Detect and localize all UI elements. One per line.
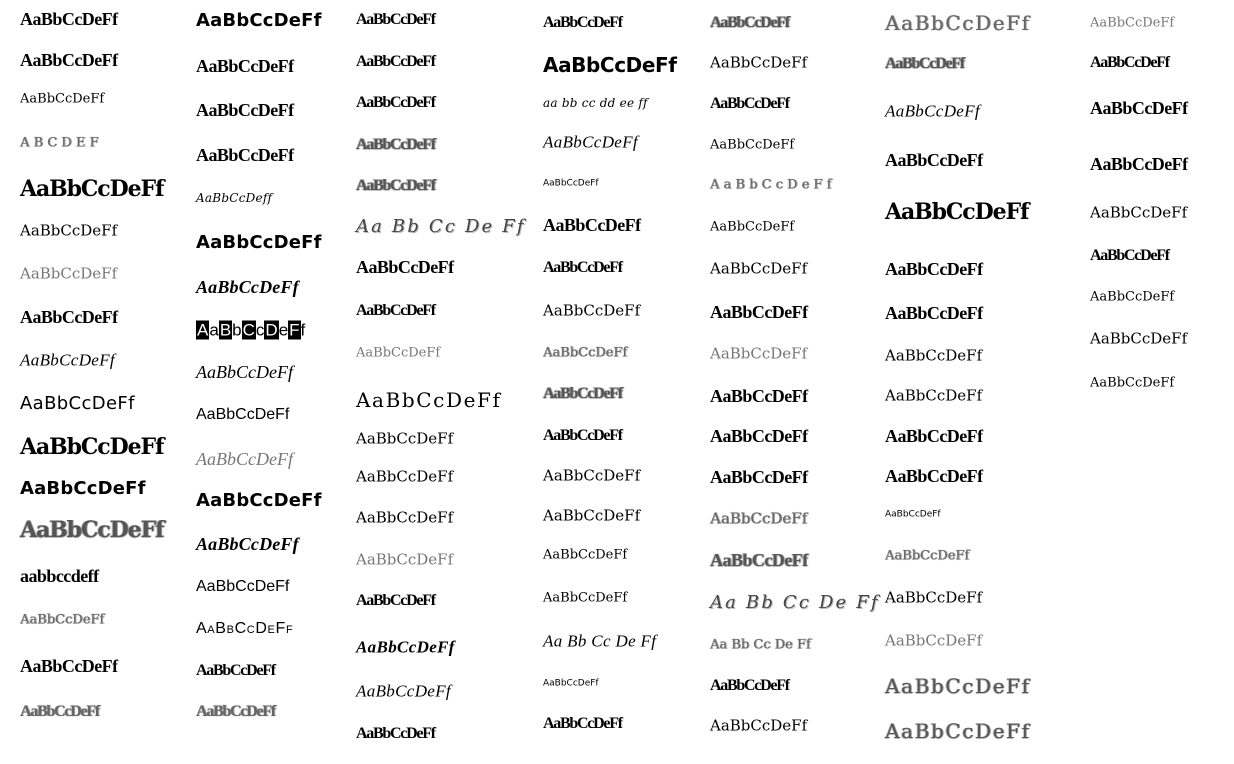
font-sample: AaBbCcDeFf — [710, 467, 808, 487]
font-sample: AaBbCcDeFf — [1090, 329, 1188, 348]
font-sample: aa bb cc dd ee ff — [543, 96, 648, 110]
font-sample: AaBbCcDeFf — [196, 578, 290, 595]
font-sample: AaBbCcDeFf — [356, 53, 435, 70]
font-sample: AaBbCcDeFf — [885, 150, 983, 170]
font-sample: AaBbCcDeFf — [710, 302, 808, 322]
font-sample: AaBbCcDeFf — [196, 406, 290, 423]
font-sample: AaBbCcDeFf — [20, 434, 164, 460]
font-sample: AaBbCcDeFf — [196, 56, 294, 76]
font-sample: AaBbCcDeFf — [885, 199, 1029, 225]
font-sample: AaBbCcDeFf — [356, 94, 435, 111]
font-sample: AaBbCcDeFf — [196, 620, 294, 637]
font-sample: AaBbCcDeFf — [710, 259, 808, 278]
font-sample: AaBbCcDeFf — [20, 393, 135, 414]
font-sample: AaBbCcDeFf — [1090, 375, 1175, 391]
font-sample: AaBbCcDeFf — [20, 9, 118, 29]
font-sample: AaBbCcDeFf — [885, 588, 983, 607]
font-sample: AaBbCcDeFf — [543, 385, 622, 402]
font-sample: AaBbCcDeFf — [885, 11, 1031, 35]
font-sample: AaBbCcDeFf — [885, 346, 983, 365]
font-sample: AaBbCcDeFf — [20, 517, 164, 543]
font-sample: AaBbCcDeFf — [20, 307, 118, 327]
font-sample: AaBbCcDeFf — [196, 703, 275, 720]
font-sample: AaBbCcDeFf — [356, 592, 435, 609]
font-sample: AaBbCcDeFf — [356, 725, 435, 742]
font-sample: AaBbCcDeFf — [20, 221, 118, 240]
font-sample: AaBbCcDeFf — [20, 612, 105, 628]
font-sample: AaBbCcDeFf — [885, 674, 1031, 698]
font-sample: AaBbCcDeFf — [543, 427, 622, 444]
font-sample: AaBbCcDeFf — [196, 100, 294, 120]
font-sample: AaBbCcDeFf — [710, 14, 789, 31]
font-sample: AaBbCcDeFf — [710, 386, 808, 406]
font-sample: AaBbCcDeFf — [196, 490, 322, 511]
font-sample: AaBbCcDeFf — [543, 678, 599, 689]
font-sample: AaBbCcDeFf — [196, 232, 322, 253]
font-sample: AaBbCcDeFf — [356, 550, 454, 569]
font-sample: AaBbCcDeFf — [885, 55, 964, 72]
font-sample: AaBbCcDeFf — [1090, 15, 1175, 31]
font-sample: AaBbCcDeFf — [20, 264, 118, 283]
font-sample: AaBbCcDeFf — [356, 257, 454, 277]
font-sample: AaBbCcDeFf — [1090, 289, 1175, 305]
font-sample: AaBbCcDeFf — [356, 508, 454, 527]
font-sample: AaBbCcDeFf — [710, 219, 795, 235]
font-sample: AaBbCcDeFf — [885, 386, 983, 405]
font-sample: AaBbCcDeFf — [196, 534, 299, 554]
font-sample: AaBbCcDeFf — [356, 136, 435, 153]
font-sample: AaBbCcDeFf — [1090, 54, 1169, 71]
font-sample: AaBbCcDeFf — [20, 176, 164, 202]
font-sample: AaBbCcDeFf — [196, 10, 322, 31]
font-sample: AaBbCcDeFf — [710, 550, 808, 570]
font-sample: AaBbCcDeFf — [20, 91, 105, 107]
font-sample: AaBbCcDeFf — [710, 509, 808, 528]
font-sample: AaBbCcDeFf — [356, 429, 454, 448]
font-sample: AaBbCcDeFf — [710, 53, 808, 72]
font-sample: AaBbCcDeFf — [20, 656, 118, 676]
font-sample: AaBbCcDeFf — [710, 95, 789, 112]
font-sample: AaBbCcDeFf — [543, 14, 622, 31]
font-sample: AaBbCcDeff — [196, 191, 273, 205]
font-sample: AaBbCcDeFf — [710, 137, 795, 153]
font-sample: Aa Bb Cc De Ff — [356, 216, 526, 237]
font-sample: AaBbCcDeFf — [885, 303, 983, 323]
font-sample: AaBbCcDeFf — [885, 259, 983, 279]
font-sample: AaBbCcDeFf — [356, 345, 441, 361]
font-sample: aabbccdeff — [20, 566, 99, 586]
font-sample: AaBbCcDeFf — [543, 715, 622, 732]
font-sample: AaBbCcDeFf — [885, 719, 1031, 743]
font-sample: AaBbCcDeFf — [196, 362, 293, 382]
font-sample: AaBbCcDeFf — [543, 132, 638, 152]
font-sample: AaBbCcDeFf — [356, 388, 502, 412]
font-sample: AaBbCcDeFf — [710, 426, 808, 446]
font-sample: A B C D E F — [20, 135, 99, 151]
font-sample: AaBbCcDeFf — [356, 637, 455, 657]
font-sample: AaBbCcDeFf — [356, 681, 451, 701]
font-sample: AaBbCcDeFf — [1090, 203, 1188, 222]
font-sample: AaBbCcDeFf — [543, 590, 628, 606]
font-sample: AaBbCcDeFf — [20, 350, 115, 370]
font-sample: AaBbCcDeFf — [543, 547, 628, 563]
font-sample: AaBbCcDeFf — [885, 466, 983, 486]
font-sample: AaBbCcDeFf — [196, 449, 293, 469]
font-sample: AaBbCcDeFf — [543, 301, 641, 320]
font-sample: AaBbCcDeFf — [543, 466, 641, 485]
font-sample: AaBbCcDeFf — [20, 50, 118, 70]
font-sample: AaBbCcDeFf — [543, 215, 641, 235]
font-sample: AaBbCcDeFf — [356, 467, 454, 486]
font-sample: AaBbCcDeFf — [1090, 247, 1169, 264]
font-sample: AaBbCcDeFf — [356, 302, 435, 319]
font-sample: AaBbCcDeFf — [196, 277, 299, 297]
font-sample: AaBbCcDeFf — [885, 509, 941, 520]
font-sample: AaBbCcDeFf — [543, 259, 622, 276]
font-sample: AaBbCcDeFf — [20, 703, 99, 720]
font-sample: AaBbCcDeFf — [356, 11, 435, 28]
font-sample: AaBbCcDeFf — [885, 631, 983, 650]
font-sample: Aa Bb Cc De Ff — [543, 631, 657, 651]
font-sample: AaBbCcDeFf — [710, 344, 808, 363]
font-sample: AaBbCcDeFf — [543, 178, 599, 189]
font-sample: AaBbCcDeFf — [196, 662, 275, 679]
font-sample: AaBbCcDeFf — [20, 478, 146, 499]
font-sample: Aa Bb Cc De Ff — [710, 637, 811, 653]
font-sample: AaBbCcDeFf — [710, 716, 808, 735]
font-sample: AaBbCcDeFf — [197, 320, 306, 340]
font-sample: AaBbCcDeFf — [885, 548, 970, 564]
font-sample: AaBbCcDeFf — [885, 426, 983, 446]
font-sample: AaBbCcDeFf — [1090, 98, 1188, 118]
font-sample: AaBbCcDeFf — [543, 506, 641, 525]
font-sample: AaBbCcDeFf — [543, 345, 628, 361]
font-sample: Aa Bb Cc De Ff — [710, 592, 880, 613]
font-sample: AaBbCcDeFf — [1090, 154, 1188, 174]
font-sample: AaBbCcDeFf — [543, 53, 677, 77]
font-sample: AaBbCcDeFf — [196, 145, 294, 165]
font-sample: A a B b C c D e F f — [710, 177, 832, 193]
font-sample: AaBbCcDeFf — [710, 677, 789, 694]
font-sample: AaBbCcDeFf — [885, 101, 980, 121]
font-sample: AaBbCcDeFf — [356, 177, 435, 194]
